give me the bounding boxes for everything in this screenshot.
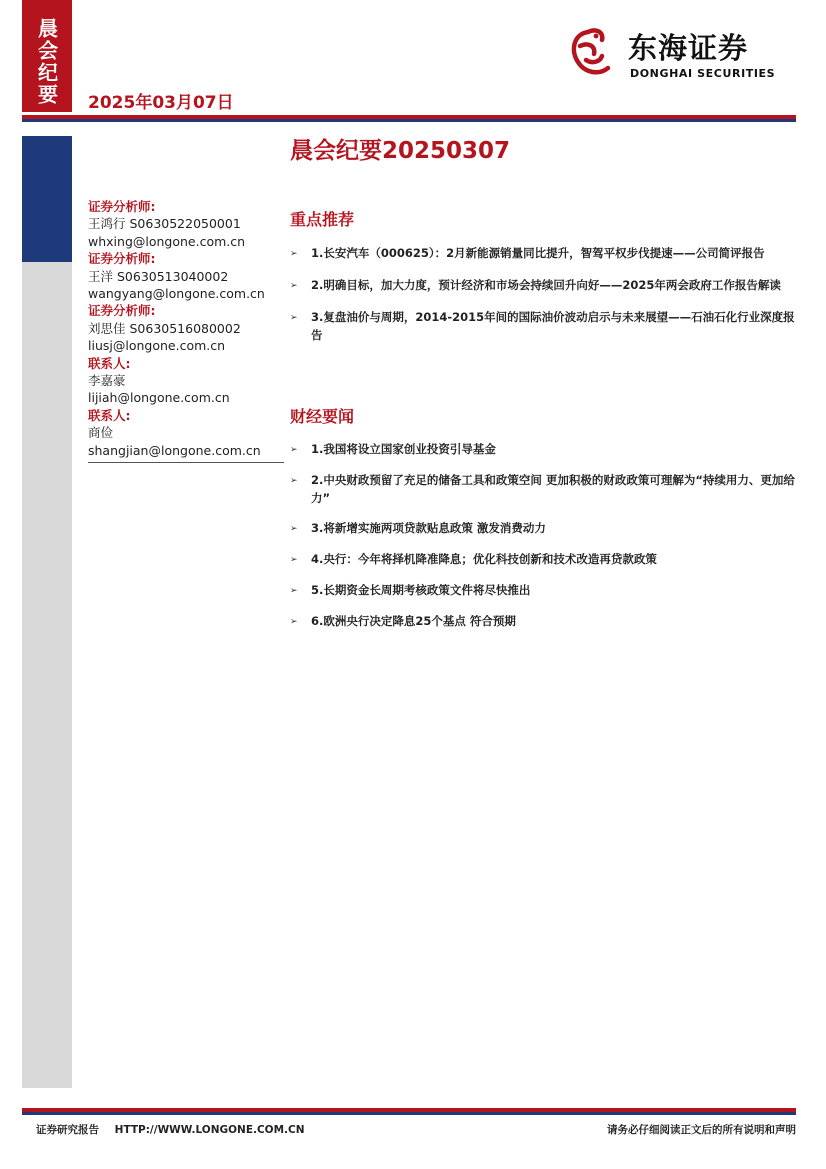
logo-chinese-name: 东海证券 xyxy=(628,31,749,65)
contact-name: 刘思佳 S0630516080002 xyxy=(88,320,241,336)
contact-name: 商俭 xyxy=(88,425,114,441)
list-item[interactable] xyxy=(290,581,796,600)
contact-role: 证券分析师: xyxy=(88,251,156,267)
contact-email[interactable]: wangyang@longone.com.cn xyxy=(88,286,265,302)
footer-url-link[interactable]: HTTP://WWW.LONGONE.COM.CN xyxy=(114,1124,305,1136)
arrow-bullet-icon: ➢ xyxy=(290,476,298,486)
list-item-text: 3.复盘油价与周期，2014-2015年间的国际油价波动启示与未来展望——石油石化行业深度报告 xyxy=(311,310,795,342)
arrow-bullet-icon: ➢ xyxy=(290,617,298,627)
contact-role: 证券分析师: xyxy=(88,303,156,319)
contact-entry xyxy=(88,198,284,250)
report-type-tag xyxy=(22,0,72,112)
arrow-bullet-icon: ➢ xyxy=(290,586,298,596)
contact-email[interactable]: liusj@longone.com.cn xyxy=(88,338,226,354)
footer-rule-blue xyxy=(22,1112,796,1115)
contact-name: 李嘉豪 xyxy=(88,373,126,389)
analyst-contacts xyxy=(88,198,284,459)
list-item[interactable] xyxy=(290,471,796,507)
contact-role: 联系人: xyxy=(88,407,131,423)
list-item[interactable] xyxy=(290,519,796,538)
contact-entry xyxy=(88,407,284,459)
contact-email[interactable]: whxing@longone.com.cn xyxy=(88,233,246,249)
logo-english-name: DONGHAI SECURITIES xyxy=(630,67,776,80)
arrow-bullet-icon: ➢ xyxy=(290,281,298,291)
page-title: 晨会纪要20250307 xyxy=(290,138,511,164)
list-item-text: 4.央行：今年将择机降准降息；优化科技创新和技术改造再贷款政策 xyxy=(311,552,657,566)
contact-email[interactable]: lijiah@longone.com.cn xyxy=(88,390,230,406)
recommend-list xyxy=(290,244,796,357)
footer-left xyxy=(36,1122,317,1137)
list-item-text: 6.欧洲央行决定降息25个基点 符合预期 xyxy=(311,614,516,628)
contact-entry xyxy=(88,355,284,407)
report-date: 2025年03月07日 xyxy=(88,93,234,113)
list-item[interactable] xyxy=(290,276,796,295)
arrow-bullet-icon: ➢ xyxy=(290,524,298,534)
contact-role: 联系人: xyxy=(88,355,131,371)
list-item[interactable] xyxy=(290,612,796,631)
arrow-bullet-icon: ➢ xyxy=(290,555,298,565)
list-item-text: 1.长安汽车（000625）：2月新能源销量同比提升，智驾平权步伐提速——公司简评报告 xyxy=(311,246,765,260)
arrow-bullet-icon: ➢ xyxy=(290,445,298,455)
list-item-text: 2.明确目标，加大力度，预计经济和市场会持续回升向好——2025年两会政府工作报告解读 xyxy=(311,278,781,292)
arrow-bullet-icon: ➢ xyxy=(290,249,298,259)
list-item-text: 5.长期资金长周期考核政策文件将尽快推出 xyxy=(311,583,531,597)
list-item[interactable] xyxy=(290,440,796,459)
header-rule-blue xyxy=(22,119,796,122)
contact-name: 王洋 S0630513040002 xyxy=(88,268,229,284)
sidebar-divider xyxy=(88,462,284,463)
contact-entry xyxy=(88,302,284,354)
footer-report-label: 证券研究报告 xyxy=(36,1124,99,1136)
arrow-bullet-icon: ➢ xyxy=(290,313,298,323)
list-item-text: 1.我国将设立国家创业投资引导基金 xyxy=(311,442,496,456)
section-title-news: 财经要闻 xyxy=(290,407,355,426)
list-item[interactable] xyxy=(290,244,796,263)
list-item[interactable] xyxy=(290,550,796,569)
list-item-text: 2.中央财政预留了充足的储备工具和政策空间 更加积极的财政政策可理解为“持续用力、更加给力” xyxy=(311,473,795,505)
news-list xyxy=(290,440,796,643)
section-title-recommend: 重点推荐 xyxy=(290,210,355,229)
sidebar-gray-block xyxy=(22,262,72,1088)
contact-email[interactable]: shangjian@longone.com.cn xyxy=(88,442,261,458)
contact-entry xyxy=(88,250,284,302)
report-type-label: 晨会纪要 xyxy=(34,18,59,106)
footer-disclaimer: 请务必仔细阅读正文后的所有说明和声明 xyxy=(607,1124,796,1136)
contact-role: 证券分析师: xyxy=(88,199,156,214)
contact-name: 王鸿行 S0630522050001 xyxy=(88,216,241,232)
list-item-text: 3.将新增实施两项贷款贴息政策 激发消费动力 xyxy=(311,521,546,535)
list-item[interactable] xyxy=(290,308,796,344)
sidebar-blue-block xyxy=(22,136,72,262)
